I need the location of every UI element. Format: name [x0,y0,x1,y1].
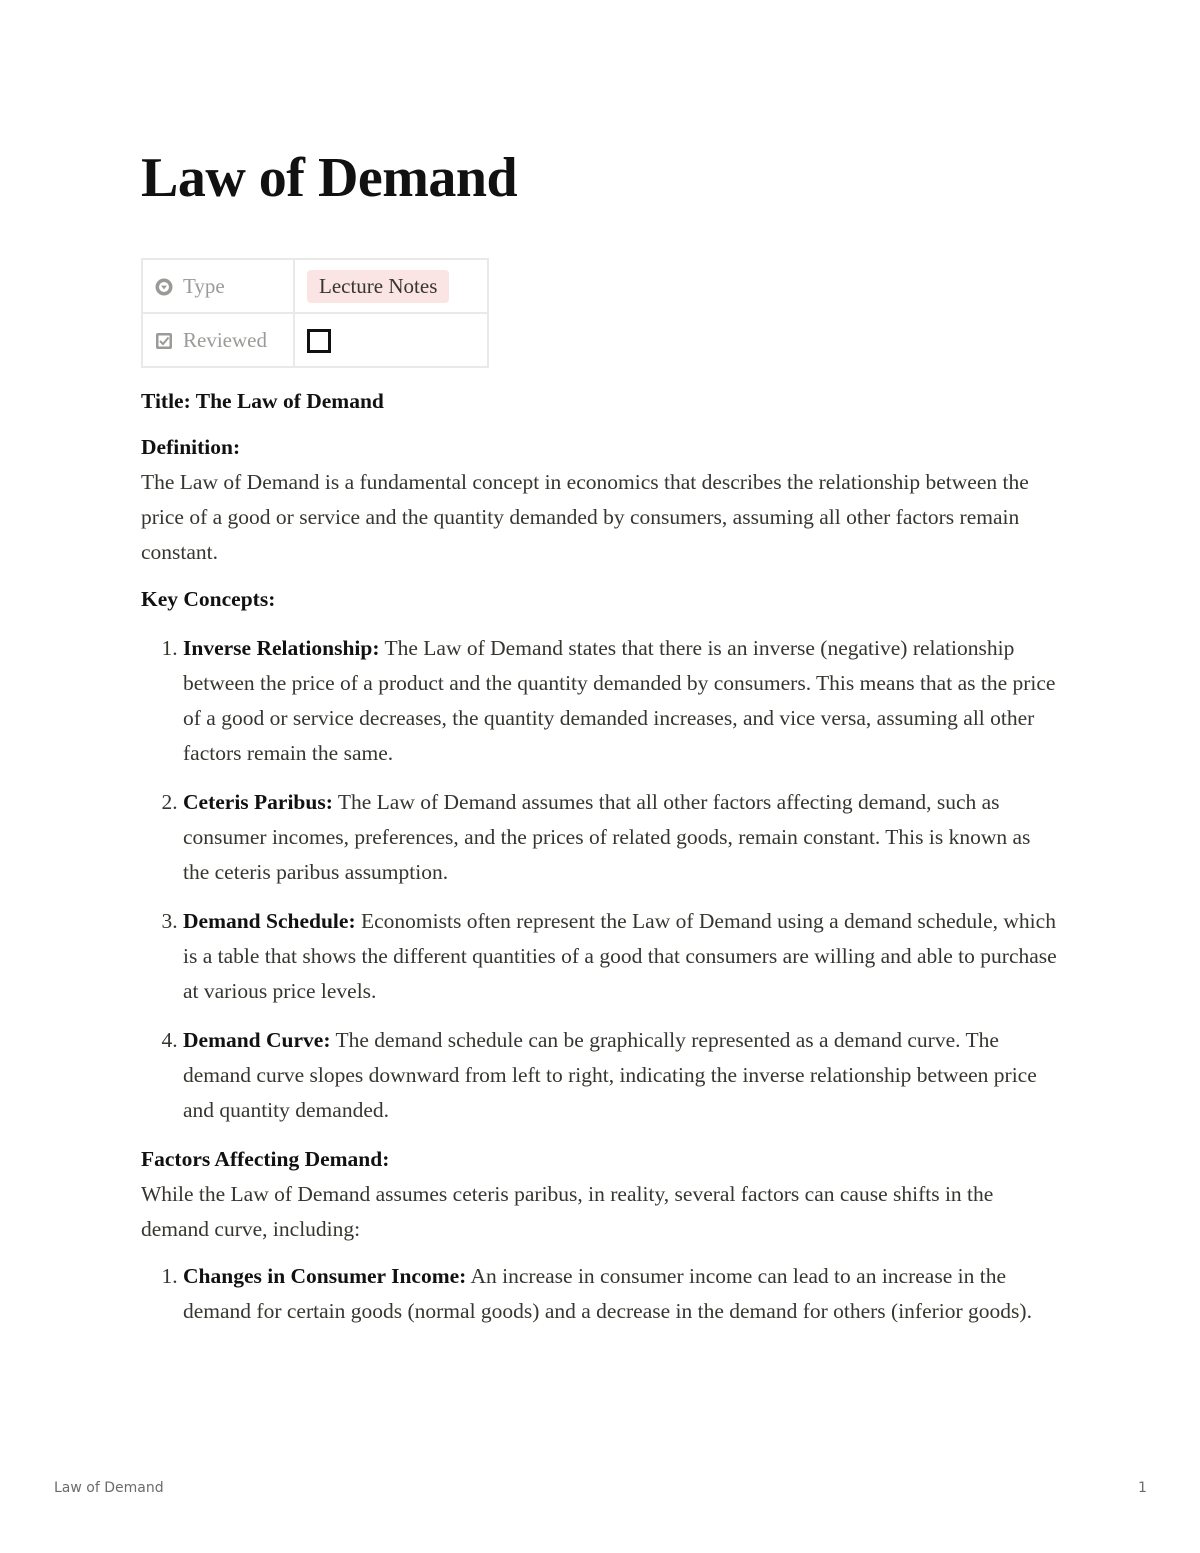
factor-term: Changes in Consumer Income: [183,1264,467,1288]
list-item [183,631,1061,771]
concept-text: The demand schedule can be graphically represented as a demand curve. The demand curve slopes downward from left to right, indicating the inverse relationship between price and quantity demanded. [183,1028,1037,1122]
reviewed-checkbox[interactable] [307,329,331,353]
concept-term: Ceteris Paribus: [183,790,333,814]
content-title: Title: The Law of Demand [141,389,384,413]
factors-list [141,1259,1061,1329]
list-item [183,1023,1061,1128]
definition-text: The Law of Demand is a fundamental concept in economics that describes the relationship between the price of a good or service and the quantity demanded by consumers, assuming all other factors remain constant. [141,470,1029,564]
property-label-type: Type [183,273,225,298]
factors-intro: While the Law of Demand assumes ceteris paribus, in reality, several factors can cause shifts in the demand curve, including: [141,1182,994,1241]
page-content [141,384,1061,1343]
list-item [183,785,1061,890]
key-concepts-heading: Key Concepts: [141,587,276,611]
footer-page-number: 1 [1138,1480,1147,1496]
key-concepts-list [141,631,1061,1128]
concept-text: The Law of Demand states that there is an inverse (negative) relationship between the price of a product and the quantity demanded by consumers. This means that as the price of a good or service decreases, the quantity demanded increases, and vice versa, assuming all other factors remain the same. [183,636,1056,765]
type-tag[interactable]: Lecture Notes [307,270,449,303]
definition-heading: Definition: [141,435,241,459]
property-label-reviewed: Reviewed [183,327,267,352]
property-key-reviewed [142,313,294,367]
footer-doc-name: Law of Demand [54,1480,164,1496]
factor-text: An increase in consumer income can lead to an increase in the demand for certain goods (normal goods) and a decrease in the demand for others (inferior goods). [183,1264,1032,1323]
factors-heading: Factors Affecting Demand: [141,1147,390,1171]
concept-text: Economists often represent the Law of Demand using a demand schedule, which is a table that shows the different quantities of a good that consumers are willing and able to purchase at various price levels. [183,909,1057,1003]
page-title: Law of Demand [141,147,518,209]
property-value-type[interactable] [294,259,488,313]
property-row-reviewed [142,313,488,367]
concept-term: Demand Schedule: [183,909,356,933]
property-value-reviewed[interactable] [294,313,488,367]
checkbox-icon [155,331,173,349]
select-icon [155,277,173,295]
property-row-type [142,259,488,313]
concept-term: Demand Curve: [183,1028,331,1052]
properties-table [141,258,489,368]
list-item [183,904,1061,1009]
property-key-type [142,259,294,313]
list-item [183,1259,1061,1329]
concept-text: The Law of Demand assumes that all other factors affecting demand, such as consumer incomes, preferences, and the prices of related goods, remain constant. This is known as the ceteris paribus assumption. [183,790,1031,884]
concept-term: Inverse Relationship: [183,636,380,660]
